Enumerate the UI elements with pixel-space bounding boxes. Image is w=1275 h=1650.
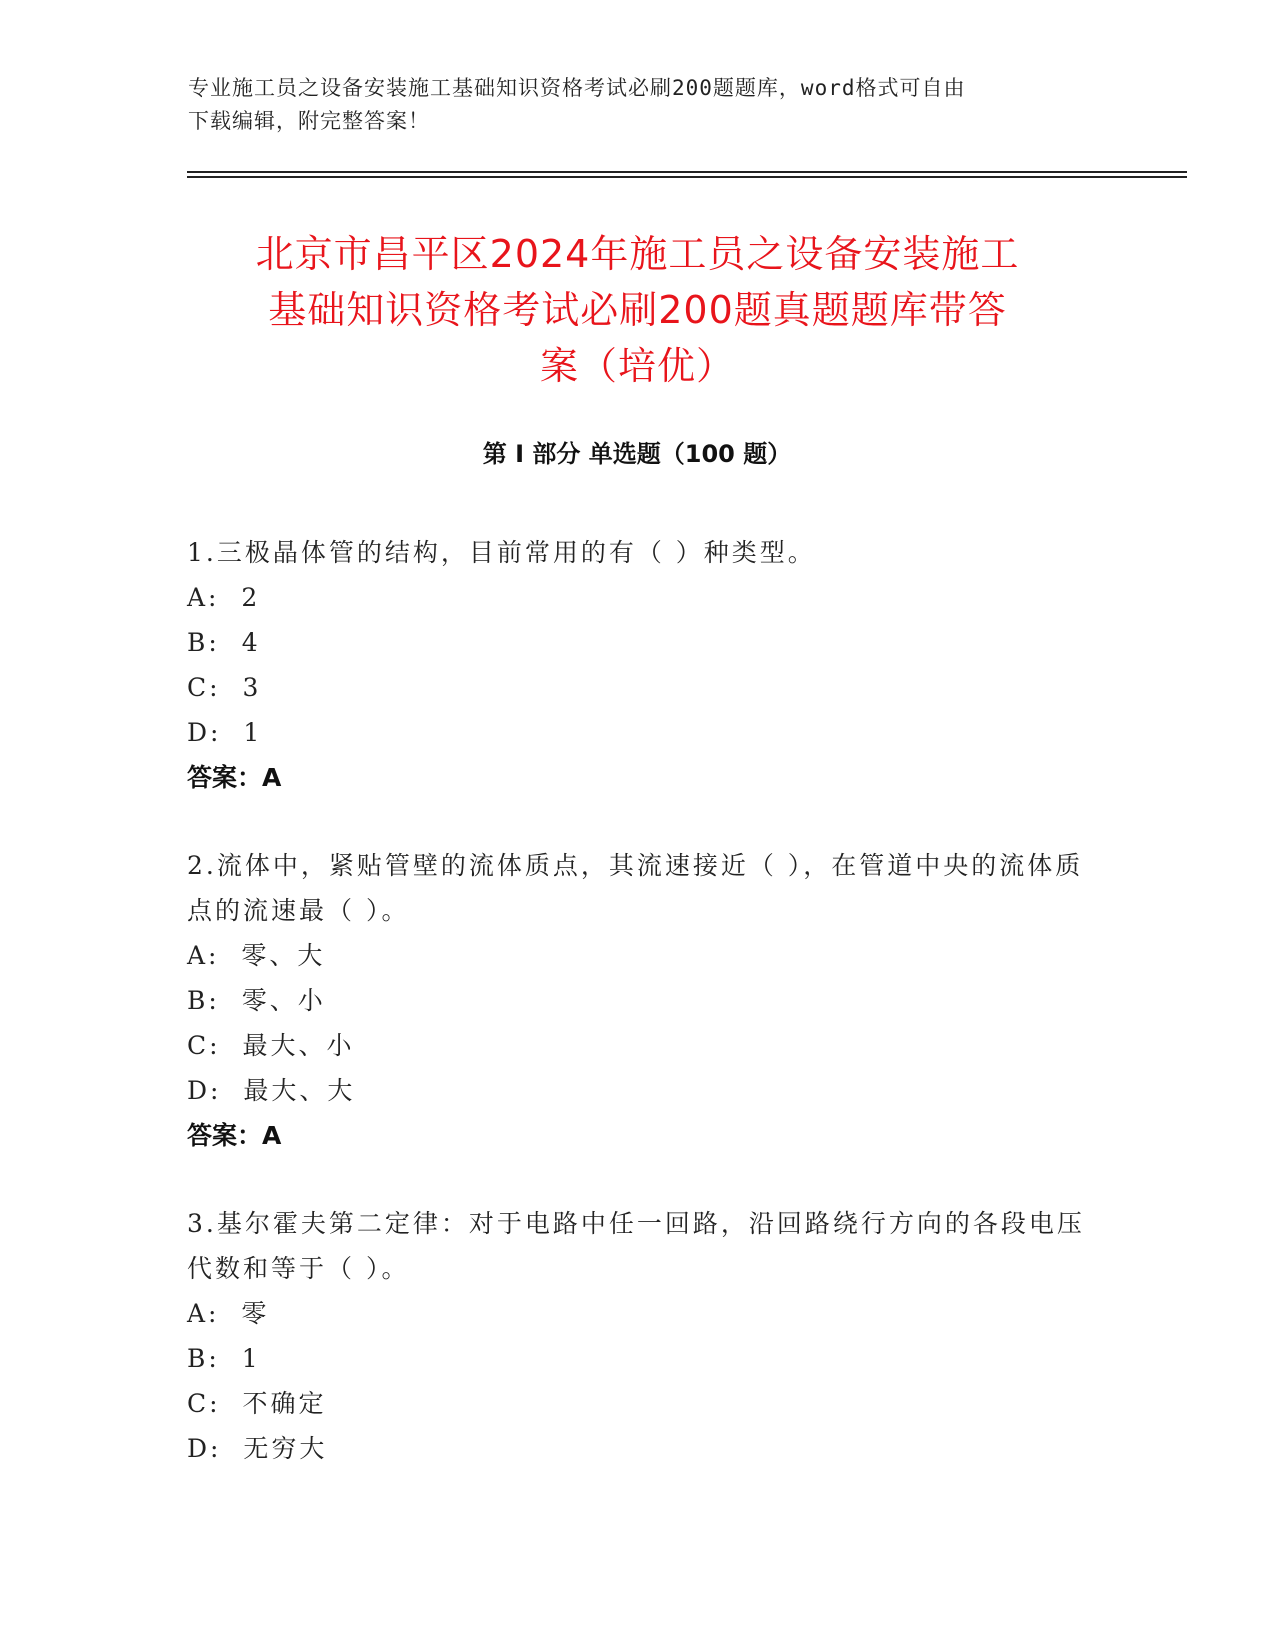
question-text: 2.流体中，紧贴管壁的流体质点，其流速接近（ ），在管道中央的流体质点的流速最（ ）。 (187, 851, 1084, 925)
question-list (187, 530, 1087, 1514)
document-title (180, 226, 1095, 394)
question-2 (187, 843, 1087, 1158)
section-heading: 第 I 部分 单选题（100 题） (482, 440, 792, 468)
option-d: D: 1 (187, 718, 263, 747)
header-note (188, 72, 1088, 138)
answer: 答案：A (187, 1121, 282, 1150)
option-b: B: 4 (187, 628, 261, 657)
question-text: 3.基尔霍夫第二定律：对于电路中任一回路，沿回路绕行方向的各段电压代数和等于（ ）。 (187, 1209, 1085, 1283)
title-line-1: 北京市昌平区2024年施工员之设备安装施工 (255, 232, 1020, 276)
option-b: B: 零、小 (187, 986, 326, 1015)
option-a: A: 2 (187, 583, 261, 612)
option-c: C: 不确定 (187, 1389, 327, 1418)
option-c: C: 最大、小 (187, 1031, 355, 1060)
answer: 答案：A (187, 763, 282, 792)
question-1 (187, 530, 1087, 800)
option-c: C: 3 (187, 673, 262, 702)
header-note-line-2: 下载编辑，附完整答案！ (188, 109, 430, 133)
option-d: D: 最大、大 (187, 1076, 356, 1105)
question-text: 1.三极晶体管的结构，目前常用的有（ ）种类型。 (187, 538, 816, 567)
header-rule-top (187, 171, 1187, 173)
option-a: A: 零、大 (187, 941, 326, 970)
option-a: A: 零 (187, 1299, 270, 1328)
option-d: D: 无穷大 (187, 1434, 328, 1463)
title-line-3: 案（培优） (539, 344, 735, 388)
option-b: B: 1 (187, 1344, 261, 1373)
question-3 (187, 1201, 1087, 1471)
header-note-line-1: 专业施工员之设备安装施工基础知识资格考试必刷200题题库，word格式可自由 (188, 76, 966, 100)
title-line-2: 基础知识资格考试必刷200题真题题库带答 (268, 288, 1007, 332)
header-rule-bottom (187, 176, 1187, 178)
